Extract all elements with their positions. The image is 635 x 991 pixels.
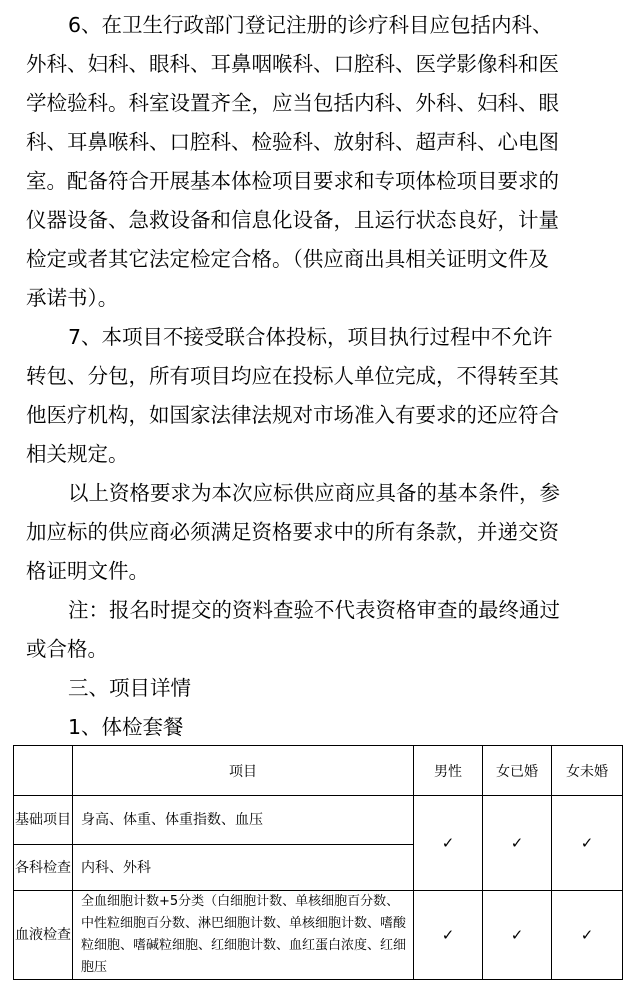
header-item: 项目 <box>73 746 414 796</box>
paragraph-line: 外科、妇科、眼科、耳鼻咽喉科、口腔科、医学影像科和医 <box>26 52 559 76</box>
paragraph-line: 相关规定。 <box>26 442 129 466</box>
paragraph-line: 仪器设备、急救设备和信息化设备，且运行状态良好，计量 <box>26 208 559 232</box>
table-header-row <box>14 746 623 796</box>
paragraph-line: 7、本项目不接受联合体投标，项目执行过程中不允许 <box>68 325 553 349</box>
paragraph-line: 他医疗机构，如国家法律法规对市场准入有要求的还应符合 <box>26 403 559 427</box>
paragraph-line: 室。配备符合开展基本体检项目要求和专项体检项目要求的 <box>26 169 559 193</box>
header-male: 男性 <box>414 746 483 796</box>
header-female-unmarried: 女未婚 <box>552 746 623 796</box>
female-married-check-mark: ✓ <box>483 891 552 980</box>
row-category: 各科检查 <box>14 845 73 891</box>
paragraph-line: 6、在卫生行政部门登记注册的诊疗科目应包括内科、 <box>68 13 553 37</box>
paragraph-line: 以上资格要求为本次应标供应商应具备的基本条件，参 <box>68 481 560 505</box>
row-category: 血液检查 <box>14 891 73 980</box>
female-unmarried-check-mark: ✓ <box>552 796 623 891</box>
paragraph-6 <box>26 6 616 318</box>
row-item: 身高、体重、体重指数、血压 <box>73 796 414 845</box>
checkup-package-table <box>13 745 623 980</box>
male-check-mark: ✓ <box>414 891 483 980</box>
table-row <box>14 891 623 980</box>
header-category <box>14 746 73 796</box>
male-check-mark: ✓ <box>414 796 483 891</box>
paragraph-line: 检定或者其它法定检定合格。（供应商出具相关证明文件及 <box>26 247 549 271</box>
row-category: 基础项目 <box>14 796 73 845</box>
paragraph-line: 科、耳鼻喉科、口腔科、检验科、放射科、超声科、心电图 <box>26 130 559 154</box>
row-item: 全血细胞计数+5分类（白细胞计数、单核细胞百分数、中性粒细胞百分数、淋巴细胞计数、单核细胞计数、嗜酸粒细胞、嗜碱粒细胞、红细胞计数、血红蛋白浓度、红细胞压 <box>73 891 414 980</box>
row-item: 内科、外科 <box>73 845 414 891</box>
paragraph-line: 加应标的供应商必须满足资格要求中的所有条款，并递交资 <box>26 520 559 544</box>
table-row <box>14 796 623 845</box>
paragraph-line: 或合格。 <box>26 637 108 661</box>
paragraph-line: 学检验科。科室设置齐全，应当包括内科、外科、妇科、眼 <box>26 91 559 115</box>
section-heading: 三、项目详情 <box>68 676 191 700</box>
header-female-married: 女已婚 <box>483 746 552 796</box>
paragraph-7 <box>26 318 616 474</box>
paragraph-line: 注：报名时提交的资料查验不代表资格审查的最终通过 <box>68 598 560 622</box>
paragraph-line: 格证明文件。 <box>26 559 149 583</box>
paragraph-note <box>26 591 616 669</box>
sub-heading: 1、体检套餐 <box>68 715 184 739</box>
paragraph-line: 转包、分包，所有项目均应在投标人单位完成，不得转至其 <box>26 364 559 388</box>
paragraph-line: 承诺书）。 <box>26 286 119 310</box>
female-unmarried-check-mark: ✓ <box>552 891 623 980</box>
female-married-check-mark: ✓ <box>483 796 552 891</box>
paragraph-summary <box>26 474 616 591</box>
